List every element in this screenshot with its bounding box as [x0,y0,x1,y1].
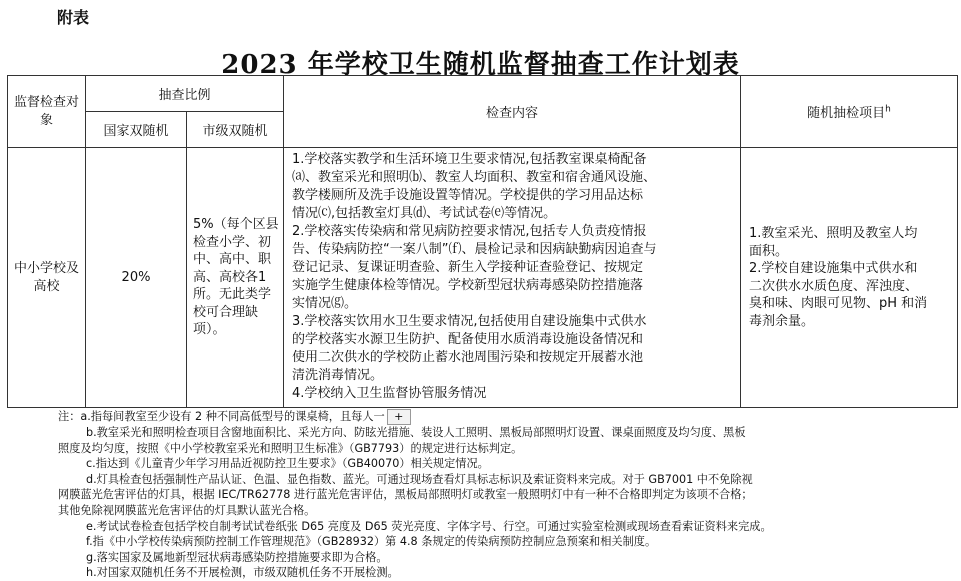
items-line: 毒剂余量。 [749,313,815,329]
content-line: 清洗消毒情况。 [292,368,384,383]
content-line: ⒜、教室采光和照明⒝、教室人均面积、教室和宿舍通风设施、 [292,170,657,185]
header-national: 国家双随机 [86,112,187,148]
cell-city: 5%（每个区县检查小学、初中、高中、职高、高校各1所。无此类学校可合理缺项）。 [187,148,284,408]
note-a [8,409,958,425]
content-line: 告、传染病防控“一案八制”⒡、晨检记录和因病缺勤病因追查与 [292,242,657,257]
content-line: 使用二次供水的学校防止蓄水池周围污染和按规定开展蓄水池 [292,350,644,365]
header-ratio: 抽查比例 [86,76,284,112]
note-f: f.指《中小学校传染病预防控制工作管理规范》（GB28932）第 4.8 条规定的传染病预防控制应急预案和相关制度。 [86,535,657,549]
cell-content [284,148,741,408]
header-content: 检查内容 [284,76,741,148]
header-items [741,76,958,148]
note-d-cont: 网膜蓝光危害评估的灯具，根据 IEC/TR62778 进行蓝光危害评估，黑板局部照明灯或教室一般照明灯中有一种不合格即判定为该项不合格； [58,488,753,502]
items-line: 面积。 [749,243,789,259]
content-line: 登记记录、复课证明查验、新生入学接种证查验登记、按规定 [292,260,644,275]
cell-object: 中小学校及高校 [8,148,86,408]
cell-national: 20% [86,148,187,408]
attachment-label: 附表 [57,8,90,27]
items-line: 1.教室采光、照明及教室人均 [749,226,918,241]
header-items-sup: h [885,104,891,115]
note-d-cont2: 其他免除视网膜蓝光危害评估的灯具默认蓝光合格。 [58,503,316,517]
note-a-text: 注：a.指每间教室至少设有 2 种不同高低型号的课桌椅，且每人一 [58,410,385,423]
content-line: 的学校落实水源卫生防护、配备使用水质消毒设施设备情况和 [292,332,644,347]
expand-plus-button[interactable]: + [387,409,411,425]
header-object: 监督检查对象 [8,76,86,148]
note-b: b.教室采光和照明检查项目含窗地面积比、采光方向、防眩光措施、装设人工照明、黑板局部照明灯设置、课桌面照度及均匀度、黑板 [86,426,746,439]
content-line: 4.学校纳入卫生监督协管服务情况 [292,386,487,401]
content-line: 情况⒞,包括教室灯具⒟、考试试卷⒠等情况。 [292,206,557,221]
content-line: 3.学校落实饮用水卫生要求情况,包括使用自建设施集中式供水 [292,314,647,329]
note-e: e.考试试卷检查包括学校自制考试试卷纸张 D65 亮度及 D65 荧光亮度、字体字号、行空。可通过实验室检测或现场查看索证资料来完成。 [86,519,772,533]
items-line: 臭和味、肉眼可见物、pH 和消 [749,296,928,311]
header-city: 市级双随机 [187,112,284,148]
items-line: 2.学校自建设施集中式供水和 [749,261,918,276]
content-line: 实情况⒢。 [292,296,358,311]
content-line: 1.学校落实教学和生活环境卫生要求情况,包括教室课桌椅配备 [292,152,647,167]
notes-section [8,409,958,581]
content-line: 教学楼厕所及洗手设施设置等情况。学校提供的学习用品达标 [292,188,644,203]
items-line: 二次供水水质色度、浑浊度、 [749,278,919,294]
cell-items [741,148,958,408]
inspection-plan-table [7,75,958,408]
content-line: 实施学生健康体检等情况。学校新型冠状病毒感染防控措施落 [292,278,644,293]
note-b-cont: 照度及均匀度，按照《中小学校教室采光和照明卫生标准》（GB7793）的规定进行达标判定。 [58,441,523,455]
note-d: d.灯具检查包括强制性产品认证、色温、显色指数、蓝光。可通过现场查看灯具标志标识及索证资料来完成。对于 GB7001 中不免除视 [86,472,753,486]
note-c: c.指达到《儿童青少年学习用品近视防控卫生要求》（GB40070）相关规定情况。 [86,457,489,471]
page-title: 2023 年学校卫生随机监督抽查工作计划表 [221,50,740,80]
note-g: g.落实国家及属地新型冠状病毒感染防控措施要求即为合格。 [86,550,388,564]
content-line: 2.学校落实传染病和常见病防控要求情况,包括专人负责疫情报 [292,224,647,239]
note-h: h.对国家双随机任务不开展检测，市级双随机任务不开展检测。 [86,566,399,580]
header-items-text: 随机抽检项目 [807,106,886,121]
